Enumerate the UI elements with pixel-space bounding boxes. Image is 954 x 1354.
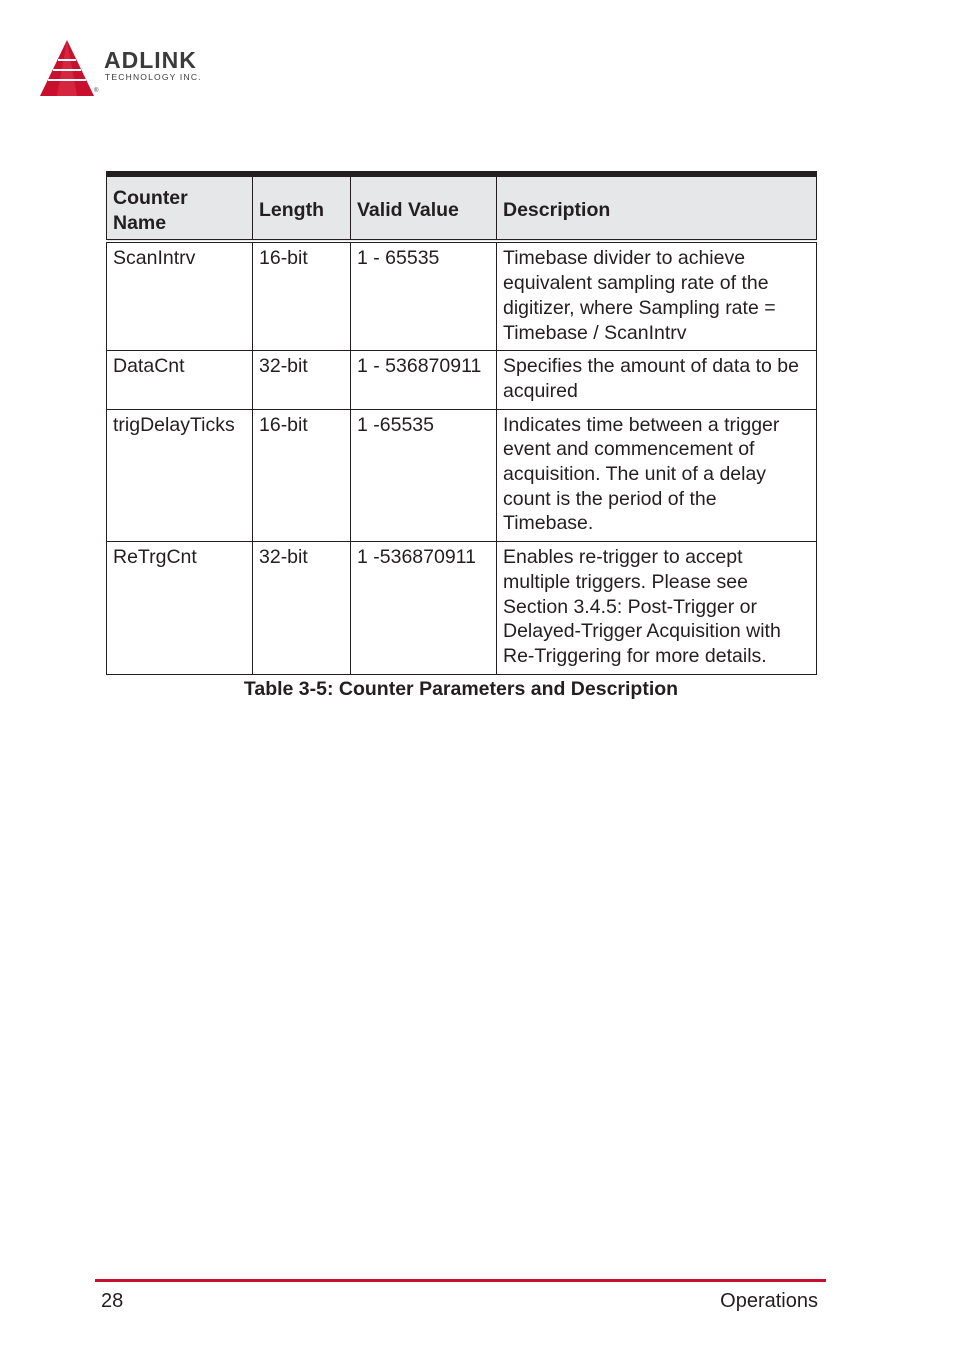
cell-length: 16-bit [253, 241, 351, 350]
cell-counter-name: ScanIntrv [107, 241, 253, 350]
table-row [107, 241, 817, 350]
header-length: Length [253, 174, 351, 241]
header-valid-value: Valid Value [351, 174, 497, 241]
table-row [107, 351, 817, 409]
cell-valid-value: 1 -65535 [351, 409, 497, 542]
cell-description: Timebase divider to achieve equivalent sampling rate of the digitizer, where Sampling rate = Timebase / ScanIntrv [497, 241, 817, 350]
logo-tagline: TECHNOLOGY INC. [105, 72, 202, 82]
cell-description: Enables re-trigger to accept multiple triggers. Please see Section 3.4.5: Post-Trigger or Delayed-Trigger Acquisition with Re-Triggering for more details. [497, 542, 817, 675]
cell-valid-value: 1 - 65535 [351, 241, 497, 350]
header-description: Description [497, 174, 817, 241]
cell-counter-name: DataCnt [107, 351, 253, 409]
counter-parameters-table [106, 171, 817, 675]
cell-length: 32-bit [253, 542, 351, 675]
table-row [107, 542, 817, 675]
cell-counter-name: trigDelayTicks [107, 409, 253, 542]
cell-description: Indicates time between a trigger event and commencement of acquisition. The unit of a delay count is the period of the Timebase. [497, 409, 817, 542]
registered-mark: ® [94, 88, 99, 94]
logo-brand: ADLINK [104, 47, 197, 73]
adlink-triangle-icon [40, 38, 102, 100]
cell-length: 16-bit [253, 409, 351, 542]
header-counter-name: Counter Name [107, 174, 253, 241]
cell-description: Specifies the amount of data to be acquired [497, 351, 817, 409]
table-row [107, 409, 817, 542]
page-number: 28 [101, 1290, 124, 1312]
cell-counter-name: ReTrgCnt [107, 542, 253, 675]
footer-section-title: Operations [720, 1290, 818, 1312]
adlink-logo [40, 38, 230, 100]
table-header-row [107, 174, 817, 241]
cell-valid-value: 1 - 536870911 [351, 351, 497, 409]
footer-rule [95, 1279, 826, 1282]
cell-length: 32-bit [253, 351, 351, 409]
table-caption: Table 3-5: Counter Parameters and Description [243, 678, 679, 700]
cell-valid-value: 1 -536870911 [351, 542, 497, 675]
